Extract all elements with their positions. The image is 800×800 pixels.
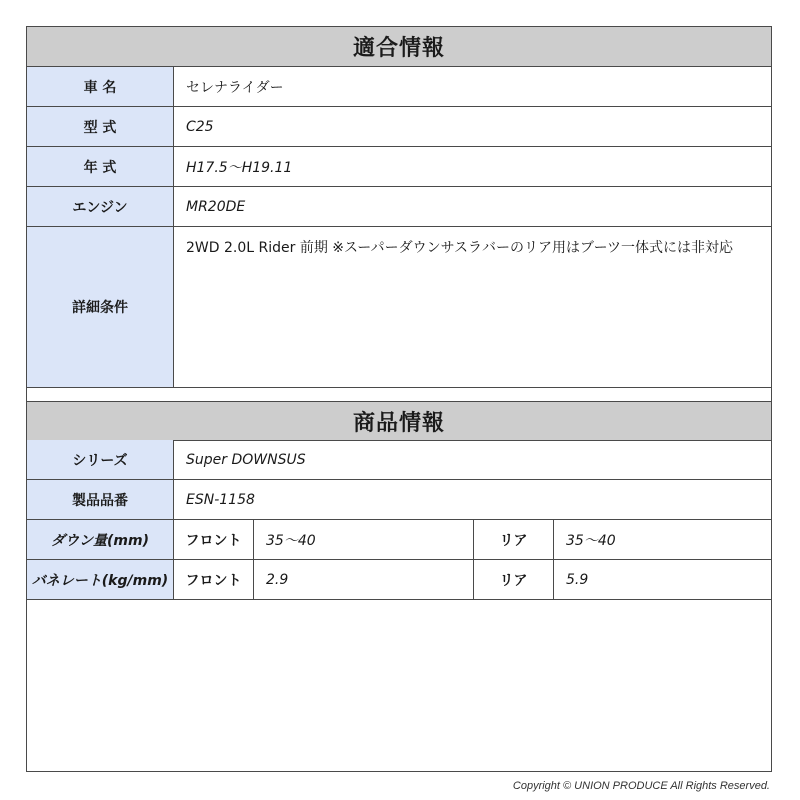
fitment-row-model (27, 107, 771, 147)
product-section-title: 商品情報 (27, 401, 771, 441)
fitment-row-year (27, 147, 771, 187)
part-no-label: 製品品番 (27, 480, 174, 519)
year-value: H17.5～H19.11 (186, 159, 293, 176)
fitment-row-engine (27, 187, 771, 227)
drop-front-value: 35～40 (254, 520, 474, 559)
model-code-label: 型 式 (27, 107, 174, 146)
spring-front-label: フロント (174, 560, 254, 599)
spring-rate-label: バネレート(kg/mm) (27, 560, 174, 599)
engine-label: エンジン (27, 187, 174, 226)
product-row-drop (27, 520, 771, 560)
spring-rear-label: リア (474, 560, 554, 599)
drop-rear-value: 35～40 (566, 532, 616, 549)
part-no-value: ESN-1158 (186, 491, 255, 508)
series-label: シリーズ (27, 440, 174, 479)
details-value: 2WD 2.0L Rider 前期 ※スーパーダウンサスラバーのリア用はブーツ一体式には非対応 (186, 240, 734, 256)
engine-value: MR20DE (186, 198, 246, 215)
fitment-row-details (27, 227, 771, 387)
product-row-part-no (27, 480, 771, 520)
spec-sheet (26, 26, 772, 772)
product-row-spring-rate (27, 560, 771, 600)
drop-rear-label: リア (474, 520, 554, 559)
drop-label: ダウン量(mm) (27, 520, 174, 559)
fitment-section-title: 適合情報 (27, 27, 771, 67)
car-name-label: 車 名 (27, 67, 174, 106)
fitment-row-car-name (27, 67, 771, 107)
car-name-value: セレナライダー (186, 79, 284, 96)
spring-front-value: 2.9 (254, 560, 474, 599)
details-label: 詳細条件 (27, 227, 174, 387)
copyright-text: Copyright © UNION PRODUCE All Rights Reserved. (512, 780, 770, 792)
drop-front-label: フロント (174, 520, 254, 559)
series-value: Super DOWNSUS (186, 451, 306, 468)
product-row-series (27, 440, 771, 480)
model-code-value: C25 (186, 118, 214, 135)
spring-rear-value: 5.9 (566, 571, 589, 588)
year-label: 年 式 (27, 147, 174, 186)
section-gap (27, 387, 771, 401)
